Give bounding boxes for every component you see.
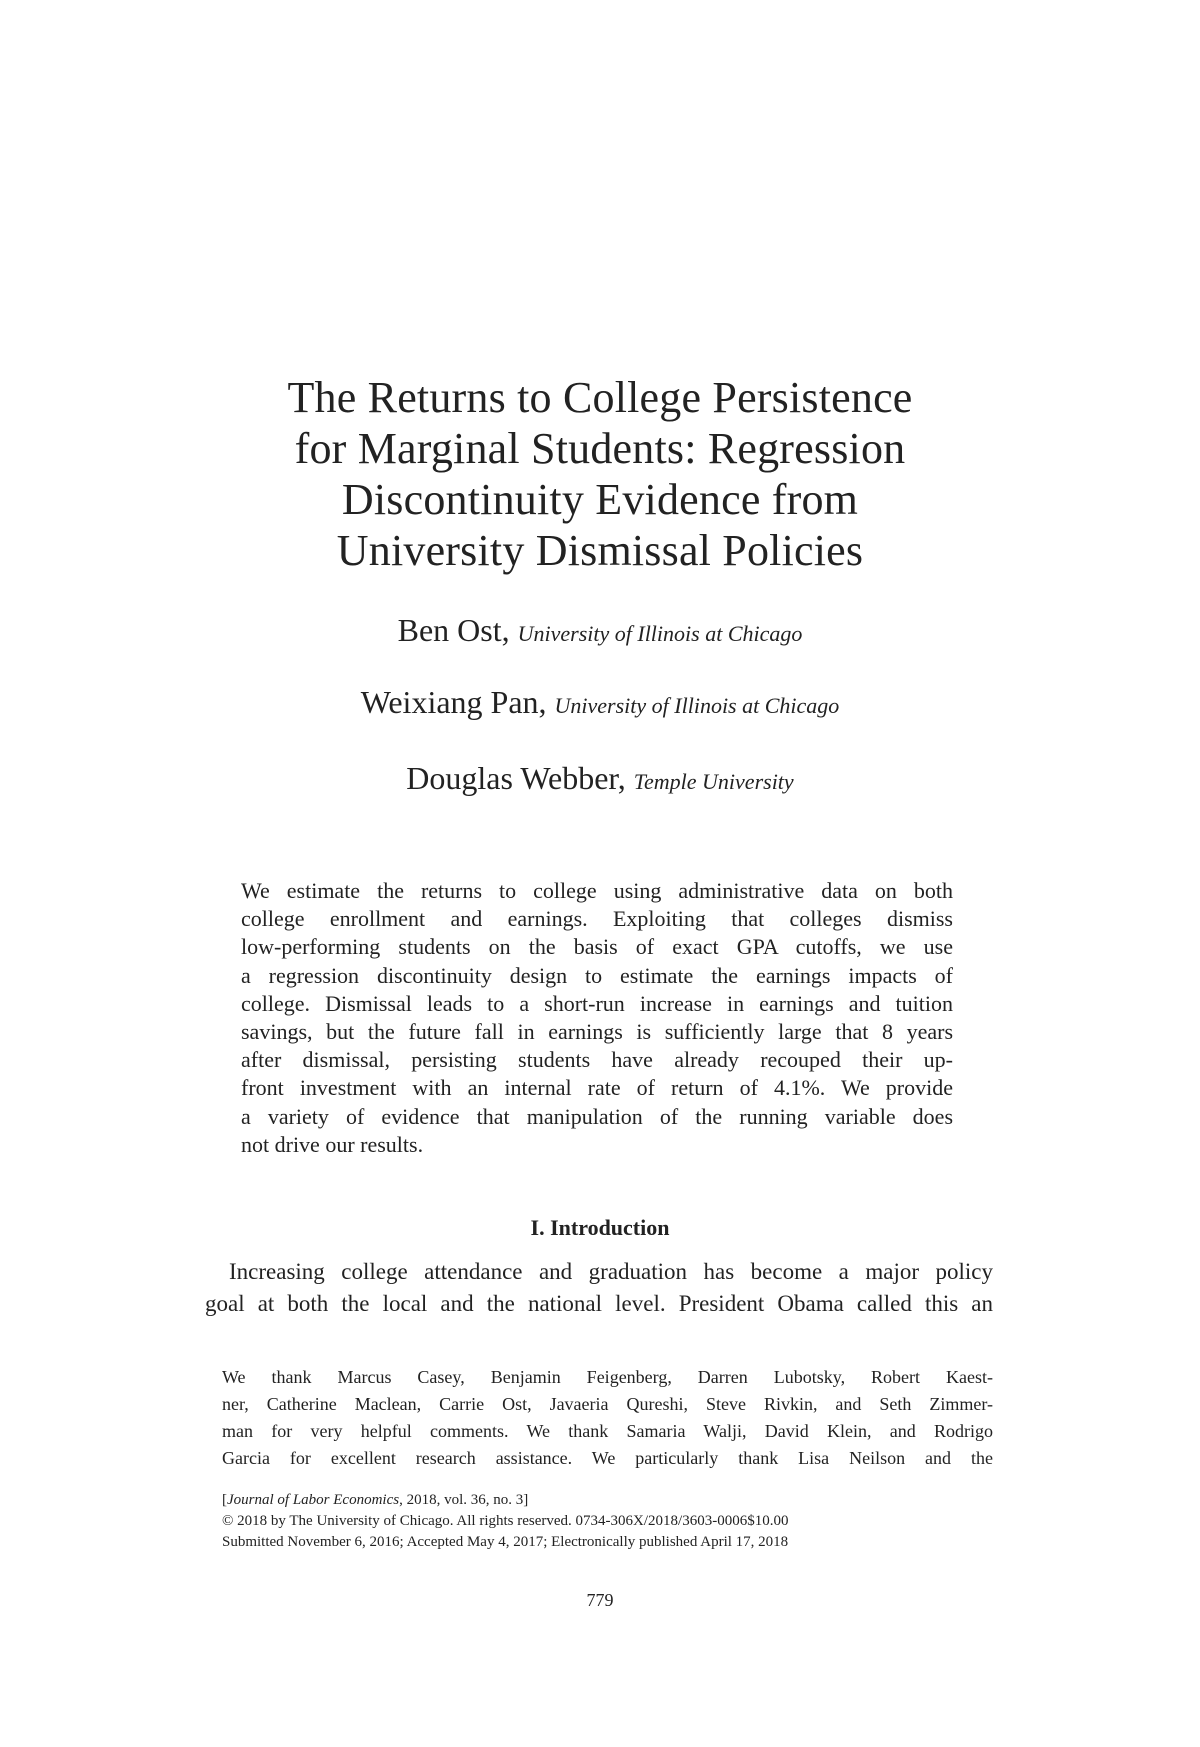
footnote-line: man for very helpful comments. We thank Samaria Walji, David Klein, and Rodrigo — [222, 1421, 993, 1441]
publication-info — [222, 1490, 993, 1553]
acknowledgment-footnote — [222, 1364, 993, 1472]
journal-prefix: [ — [222, 1492, 227, 1508]
title-line: for Marginal Students: Regression — [294, 424, 906, 473]
journal-citation — [222, 1490, 993, 1511]
section-heading: I. Introduction — [530, 1215, 670, 1240]
author-line — [200, 684, 1000, 721]
abstract-line: college. Dismissal leads to a short-run increase in earnings and tuition — [241, 990, 953, 1016]
author-affiliation: Temple University — [633, 769, 794, 794]
abstract-line: a regression discontinuity design to estimate the earnings impacts of — [241, 962, 953, 988]
author-line — [200, 760, 1000, 797]
abstract-line: front investment with an internal rate of return of 4.1%. We provide — [241, 1075, 953, 1101]
abstract-line: savings, but the future fall in earnings is sufficiently large that 8 years — [241, 1019, 953, 1045]
author-affiliation: University of Illinois at Chicago — [517, 621, 803, 646]
author-name: Douglas Webber, — [406, 760, 626, 796]
abstract — [241, 877, 953, 1159]
journal-suffix: , 2018, vol. 36, no. 3] — [399, 1492, 529, 1508]
copyright-line: © 2018 by The University of Chicago. All rights reserved. 0734-306X/2018/3603-0006$10.00 — [222, 1513, 789, 1529]
body-line: goal at both the local and the national level. President Obama called this an — [205, 1291, 993, 1316]
abstract-line: after dismissal, persisting students have already recouped their up- — [241, 1047, 953, 1073]
page-number: 779 — [586, 1590, 614, 1610]
author-line — [200, 612, 1000, 649]
abstract-line: a variety of evidence that manipulation of the running variable does — [241, 1103, 953, 1129]
author-name: Ben Ost, — [397, 612, 510, 648]
paper-title — [200, 372, 1000, 576]
author-name: Weixiang Pan, — [360, 684, 547, 720]
author-affiliation: University of Illinois at Chicago — [554, 693, 840, 718]
abstract-line: We estimate the returns to college using administrative data on both — [241, 878, 953, 903]
footnote-line: Garcia for excellent research assistance. We particularly thank Lisa Neilson and the — [222, 1448, 993, 1468]
journal-name: Journal of Labor Economics — [227, 1492, 400, 1508]
footnote-line: We thank Marcus Casey, Benjamin Feigenberg, Darren Lubotsky, Robert Kaest- — [222, 1367, 993, 1387]
title-line: Discontinuity Evidence from — [341, 475, 859, 524]
title-line: The Returns to College Persistence — [287, 373, 913, 422]
introduction-text — [205, 1256, 993, 1320]
footnote-line: ner, Catherine Maclean, Carrie Ost, Javaeria Qureshi, Steve Rivkin, and Seth Zimmer- — [222, 1394, 993, 1414]
abstract-line: not drive our results. — [241, 1131, 424, 1157]
title-line: University Dismissal Policies — [336, 526, 864, 575]
abstract-line: low-performing students on the basis of exact GPA cutoffs, we use — [241, 934, 953, 960]
abstract-line: college enrollment and earnings. Exploiting that colleges dismiss — [241, 906, 953, 932]
dates-line: Submitted November 6, 2016; Accepted May 4, 2017; Electronically published April 17, 2018 — [222, 1534, 789, 1550]
body-line: Increasing college attendance and graduation has become a major policy — [229, 1259, 993, 1284]
